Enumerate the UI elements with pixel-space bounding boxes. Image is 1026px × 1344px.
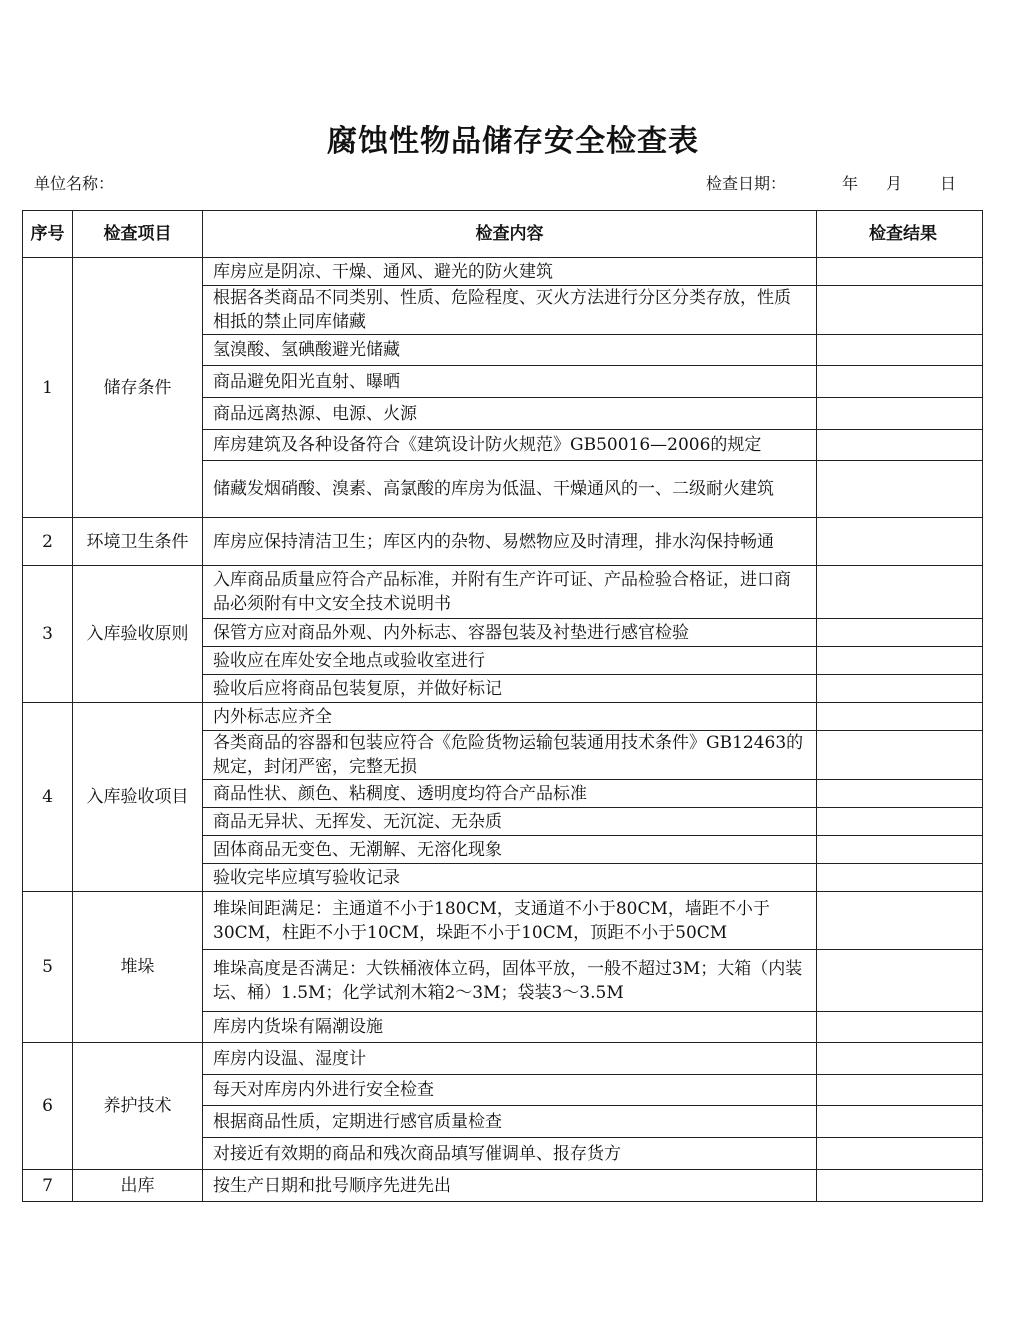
row-check-content: 库房内设温、湿度计: [203, 1043, 817, 1075]
row-check-result[interactable]: [817, 619, 983, 647]
row-check-content: 库房应保持清洁卫生；库区内的杂物、易燃物应及时清理，排水沟保持畅通: [203, 518, 817, 566]
table-row: [23, 518, 983, 566]
row-check-result[interactable]: [817, 1012, 983, 1043]
table-row: [23, 1170, 983, 1202]
row-check-content: 根据各类商品不同类别、性质、危险程度、灭火方法进行分区分类存放，性质相抵的禁止同库储藏: [203, 286, 817, 335]
row-check-content: 根据商品性质，定期进行感官质量检查: [203, 1106, 817, 1138]
row-check-content: 每天对库房内外进行安全检查: [203, 1075, 817, 1106]
row-check-content: 堆垛间距满足：主通道不小于180CM，支通道不小于80CM，墙距不小于30CM，柱距不小于10CM，垛距不小于10CM，顶距不小于50CM: [203, 892, 817, 950]
header-item: 检查项目: [73, 211, 203, 258]
unit-name-label: 单位名称：: [34, 174, 115, 193]
row-check-item: 储存条件: [73, 258, 203, 518]
inspection-date-label: 检查日期：: [706, 174, 787, 193]
row-check-item: 入库验收原则: [73, 566, 203, 703]
row-check-result[interactable]: [817, 950, 983, 1012]
table-row: [23, 566, 983, 619]
table-body: [23, 258, 983, 1202]
row-seq: 5: [23, 892, 73, 1043]
table-row: [23, 258, 983, 286]
header-result: 检查结果: [817, 211, 983, 258]
row-check-content: 内外标志应齐全: [203, 703, 817, 731]
row-check-content: 库房内货垛有隔潮设施: [203, 1012, 817, 1043]
row-check-result[interactable]: [817, 1106, 983, 1138]
row-check-result[interactable]: [817, 461, 983, 518]
row-check-result[interactable]: [817, 258, 983, 286]
row-check-result[interactable]: [817, 836, 983, 864]
row-check-result[interactable]: [817, 703, 983, 731]
row-check-content: 按生产日期和批号顺序先进先出: [203, 1170, 817, 1202]
inspection-table: [22, 210, 983, 1202]
page-title: 腐蚀性物品储存安全检查表: [327, 124, 699, 159]
row-check-result[interactable]: [817, 647, 983, 675]
row-check-result[interactable]: [817, 780, 983, 808]
table-row: [23, 703, 983, 731]
row-check-item: 环境卫生条件: [73, 518, 203, 566]
row-check-result[interactable]: [817, 335, 983, 366]
day-label: 日: [940, 174, 957, 193]
row-check-result[interactable]: [817, 1170, 983, 1202]
row-check-content: 商品避免阳光直射、曝晒: [203, 366, 817, 398]
row-check-result[interactable]: [817, 864, 983, 892]
row-seq: 3: [23, 566, 73, 703]
row-check-item: 堆垛: [73, 892, 203, 1043]
row-check-item: 出库: [73, 1170, 203, 1202]
row-check-result[interactable]: [817, 1043, 983, 1075]
row-seq: 1: [23, 258, 73, 518]
row-check-result[interactable]: [817, 1075, 983, 1106]
row-check-result[interactable]: [817, 1138, 983, 1170]
row-check-item: 养护技术: [73, 1043, 203, 1170]
table-row: [23, 1043, 983, 1075]
header-row: [23, 211, 983, 258]
row-check-result[interactable]: [817, 566, 983, 619]
row-check-content: 商品性状、颜色、粘稠度、透明度均符合产品标准: [203, 780, 817, 808]
header-seq: 序号: [23, 211, 73, 258]
row-seq: 4: [23, 703, 73, 892]
year-label: 年: [842, 174, 859, 193]
row-check-result[interactable]: [817, 398, 983, 430]
row-check-content: 保管方应对商品外观、内外标志、容器包装及衬垫进行感官检验: [203, 619, 817, 647]
row-check-content: 对接近有效期的商品和残次商品填写催调单、报存货方: [203, 1138, 817, 1170]
row-check-result[interactable]: [817, 518, 983, 566]
row-check-result[interactable]: [817, 731, 983, 780]
row-check-content: 固体商品无变色、无潮解、无溶化现象: [203, 836, 817, 864]
row-check-result[interactable]: [817, 430, 983, 461]
row-seq: 7: [23, 1170, 73, 1202]
row-check-content: 入库商品质量应符合产品标准，并附有生产许可证、产品检验合格证，进口商品必须附有中文安全技术说明书: [203, 566, 817, 619]
row-check-content: 库房应是阴凉、干燥、通风、避光的防火建筑: [203, 258, 817, 286]
row-check-result[interactable]: [817, 808, 983, 836]
row-seq: 2: [23, 518, 73, 566]
row-check-content: 库房建筑及各种设备符合《建筑设计防火规范》GB50016—2006的规定: [203, 430, 817, 461]
row-check-content: 各类商品的容器和包装应符合《危险货物运输包装通用技术条件》GB12463的规定，封闭严密，完整无损: [203, 731, 817, 780]
row-seq: 6: [23, 1043, 73, 1170]
month-label: 月: [886, 174, 903, 193]
row-check-result[interactable]: [817, 286, 983, 335]
row-check-content: 验收后应将商品包装复原，并做好标记: [203, 675, 817, 703]
row-check-item: 入库验收项目: [73, 703, 203, 892]
header-content: 检查内容: [203, 211, 817, 258]
row-check-content: 验收应在库处安全地点或验收室进行: [203, 647, 817, 675]
row-check-content: 氢溴酸、氢碘酸避光储藏: [203, 335, 817, 366]
row-check-result[interactable]: [817, 366, 983, 398]
row-check-content: 商品远离热源、电源、火源: [203, 398, 817, 430]
row-check-content: 堆垛高度是否满足：大铁桶液体立码，固体平放，一般不超过3M；大箱（内装坛、桶）1.5M；化学试剂木箱2～3M；袋装3～3.5M: [203, 950, 817, 1012]
row-check-content: 储藏发烟硝酸、溴素、高氯酸的库房为低温、干燥通风的一、二级耐火建筑: [203, 461, 817, 518]
row-check-result[interactable]: [817, 675, 983, 703]
row-check-content: 商品无异状、无挥发、无沉淀、无杂质: [203, 808, 817, 836]
row-check-content: 验收完毕应填写验收记录: [203, 864, 817, 892]
row-check-result[interactable]: [817, 892, 983, 950]
table-row: [23, 892, 983, 950]
